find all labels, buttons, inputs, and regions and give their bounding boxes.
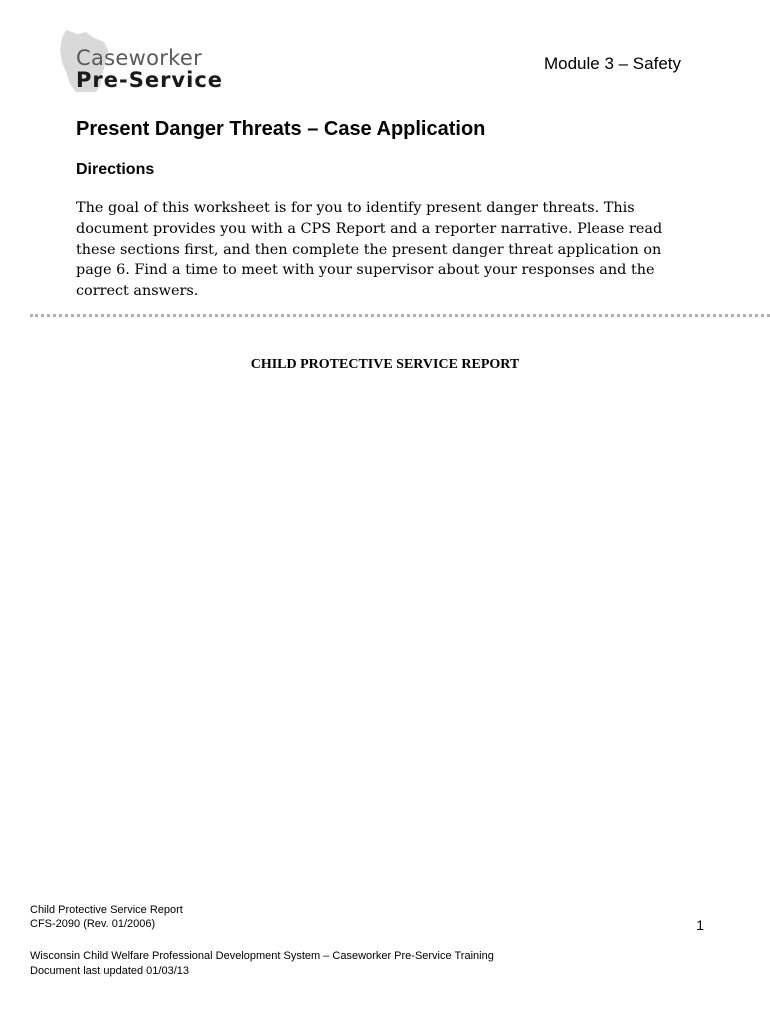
form-info (30, 903, 183, 931)
page-number: 1 (696, 917, 704, 933)
form-name: Child Protective Service Report (30, 904, 183, 916)
caseworker-preservice-logo (56, 28, 246, 98)
logo-line-2: Pre-Service (76, 68, 224, 92)
section-divider (30, 314, 770, 317)
page-title: Present Danger Threats – Case Application (76, 118, 486, 140)
logo-line-1: Caseworker (76, 46, 203, 70)
report-title: CHILD PROTECTIVE SERVICE REPORT (250, 357, 520, 372)
module-label: Module 3 – Safety (543, 54, 681, 73)
footer-updated: Document last updated 01/03/13 (30, 965, 190, 977)
directions-heading: Directions (76, 161, 155, 178)
form-number: CFS-2090 (Rev. 01/2006) (30, 918, 156, 930)
directions-text: The goal of this worksheet is for you to identify present danger threats. This document provides you with a CPS Report and a reporter narrative. Please read these sections first, and then complete the present danger threat application on page 6. Find a time to meet with your supervisor about your responses and the correct answers. (76, 200, 663, 300)
footer-organization: Wisconsin Child Welfare Professional Development System – Caseworker Pre-Service Training (30, 950, 494, 962)
document-footer (30, 949, 494, 979)
